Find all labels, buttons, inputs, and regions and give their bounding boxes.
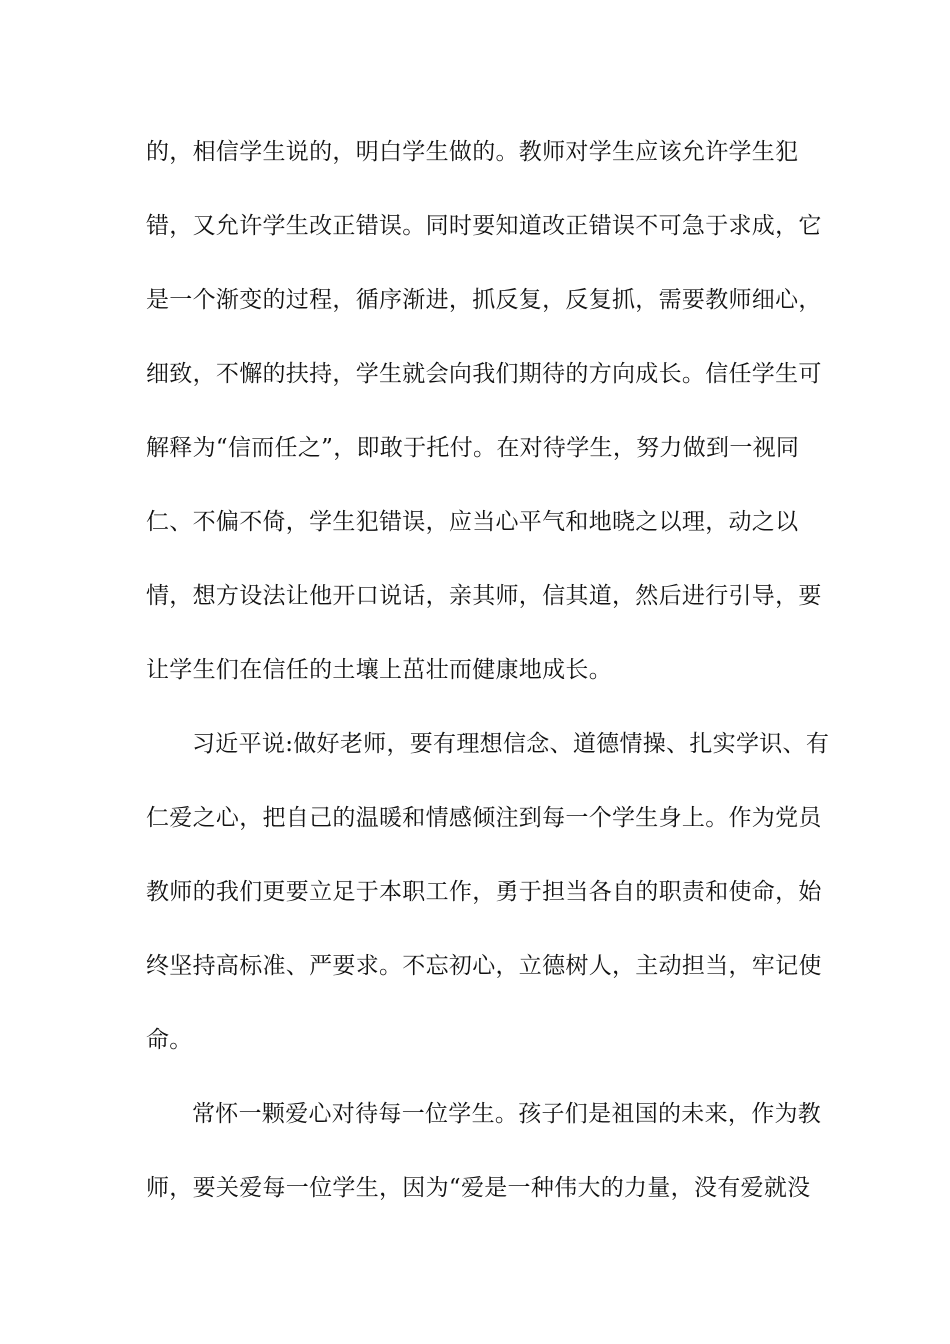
paragraph-first-line: 习近平说:做好老师，要有理想信念、道德情操、扎实学识、有 [192, 731, 830, 757]
text-line: 解释为“信而任之”，即敢于托付。在对待学生，努力做到一视同 [146, 435, 800, 461]
text-line: 仁爱之心，把自己的温暖和情感倾注到每一个学生身上。作为党员 [146, 805, 822, 831]
text-line: 教师的我们更要立足于本职工作，勇于担当各自的职责和使命，始 [146, 879, 822, 905]
paragraph-first-line: 常怀一颗爱心对待每一位学生。孩子们是祖国的未来，作为教 [192, 1101, 822, 1127]
text-line: 仁、不偏不倚，学生犯错误，应当心平气和地晓之以理，动之以 [146, 509, 799, 535]
text-line: 是一个渐变的过程，循序渐进，抓反复，反复抓，需要教师细心， [146, 287, 822, 313]
text-line: 细致，不懈的扶持，学生就会向我们期待的方向成长。信任学生可 [146, 361, 822, 387]
text-line: 的，相信学生说的，明白学生做的。教师对学生应该允许学生犯 [146, 139, 799, 165]
document-body [146, 129, 830, 1239]
text-line: 让学生们在信任的土壤上茁壮而健康地成长。 [146, 657, 612, 683]
text-line: 错，又允许学生改正错误。同时要知道改正错误不可急于求成，它 [146, 213, 822, 239]
text-line: 命。 [146, 1027, 193, 1053]
text-line: 情，想方设法让他开口说话，亲其师，信其道，然后进行引导，要 [146, 583, 822, 609]
text-line: 师，要关爱每一位学生，因为“爱是一种伟大的力量，没有爱就没 [146, 1175, 811, 1201]
text-line: 终坚持高标准、严要求。不忘初心，立德树人，主动担当，牢记使 [146, 953, 822, 979]
